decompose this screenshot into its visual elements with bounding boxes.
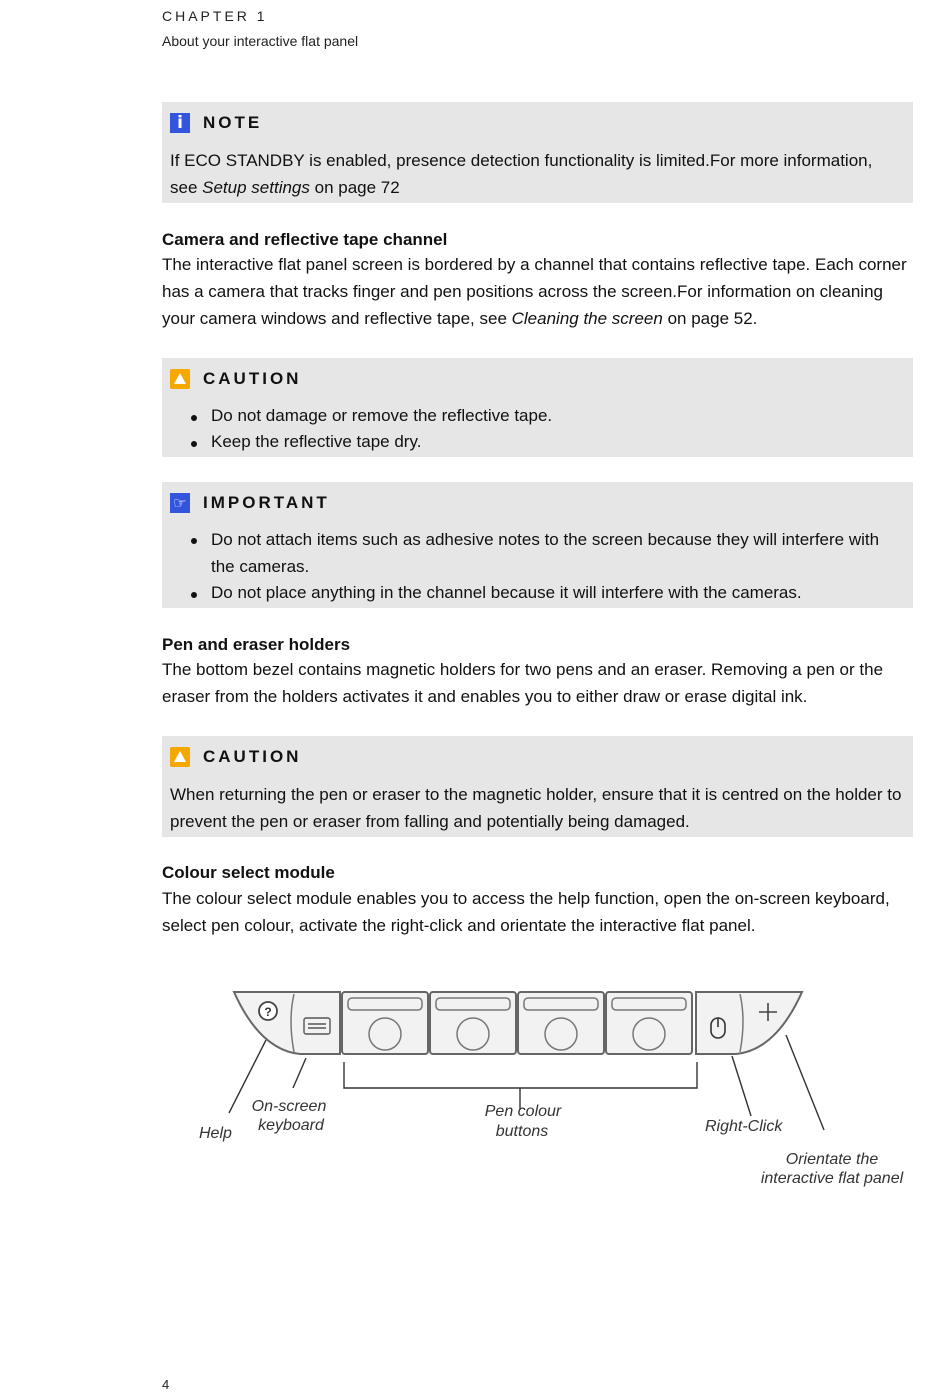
help-label: Help	[199, 1125, 232, 1142]
pen-colour-button	[342, 992, 428, 1054]
pen-label-line1: Pen colour	[484, 1103, 562, 1120]
pen-heading: Pen and eraser holders	[162, 635, 351, 654]
caution-icon	[170, 369, 190, 389]
pen-colour-button	[518, 992, 604, 1054]
info-icon	[170, 113, 190, 133]
caution-icon	[170, 747, 190, 767]
note-title: NOTE	[203, 113, 263, 132]
help-icon	[259, 1002, 277, 1020]
pen-label-line2: buttons	[495, 1123, 549, 1140]
chapter-subtitle: About your interactive flat panel	[162, 33, 359, 49]
important-list	[162, 526, 903, 606]
pointing-hand-icon	[170, 493, 190, 513]
pen-colour-button	[606, 992, 692, 1054]
note-box	[162, 102, 913, 203]
list-item: Do not place anything in the channel because it will interfere with the cameras.	[162, 580, 903, 606]
caution-box-2	[162, 736, 913, 837]
colour-paragraph: The colour select module enables you to access the help function, open the on-screen keyboard, select pen colour, activate the right-click and orientate the interactive flat panel.	[162, 889, 890, 935]
setup-settings-link[interactable]: Setup settings	[202, 178, 310, 197]
chapter-label: CHAPTER 1	[162, 8, 268, 24]
page-number: 4	[162, 1377, 170, 1392]
cleaning-screen-link[interactable]: Cleaning the screen	[511, 309, 663, 328]
caution-list-1	[162, 403, 903, 455]
orientate-label-line2: interactive flat panel	[760, 1170, 904, 1187]
caution-title-2: CAUTION	[203, 747, 302, 766]
orientate-label-line1: Orientate the	[785, 1151, 879, 1168]
camera-heading: Camera and reflective tape channel	[162, 230, 448, 249]
colour-heading: Colour select module	[162, 863, 335, 882]
caution-title-1: CAUTION	[203, 369, 302, 388]
caution-text-2: When returning the pen or eraser to the magnetic holder, ensure that it is centred on the holder to prevent the pen or eraser from falling and potentially being damaged.	[170, 785, 902, 831]
pen-colour-button	[430, 992, 516, 1054]
note-text: If ECO STANDBY is enabled, presence detection functionality is limited.For more information, see Setup settings on page 72	[170, 151, 873, 197]
svg-text:?: ?	[264, 1005, 272, 1019]
keyboard-label-line2: keyboard	[258, 1117, 324, 1134]
list-item: Do not damage or remove the reflective tape.	[162, 403, 903, 429]
camera-paragraph: The interactive flat panel screen is bordered by a channel that contains reflective tape. Each corner has a camera that tracks finger and pen positions across the screen.For information on cleaning your camera windows and reflective tape, see Cleaning the screen on page 52.	[162, 255, 907, 328]
list-item: Keep the reflective tape dry.	[162, 429, 903, 455]
right-click-label: Right-Click	[705, 1118, 783, 1135]
module-left-end	[234, 992, 340, 1054]
important-title: IMPORTANT	[203, 493, 330, 512]
colour-select-module-diagram	[190, 980, 920, 1195]
important-box	[162, 482, 913, 608]
list-item: Do not attach items such as adhesive notes to the screen because they will interfere with the cameras.	[162, 526, 903, 580]
caution-box-1	[162, 358, 913, 457]
keyboard-label-line1: On-screen	[251, 1098, 327, 1115]
pen-paragraph: The bottom bezel contains magnetic holders for two pens and an eraser. Removing a pen or the eraser from the holders activates it and enables you to either draw or erase digital ink.	[162, 660, 884, 706]
